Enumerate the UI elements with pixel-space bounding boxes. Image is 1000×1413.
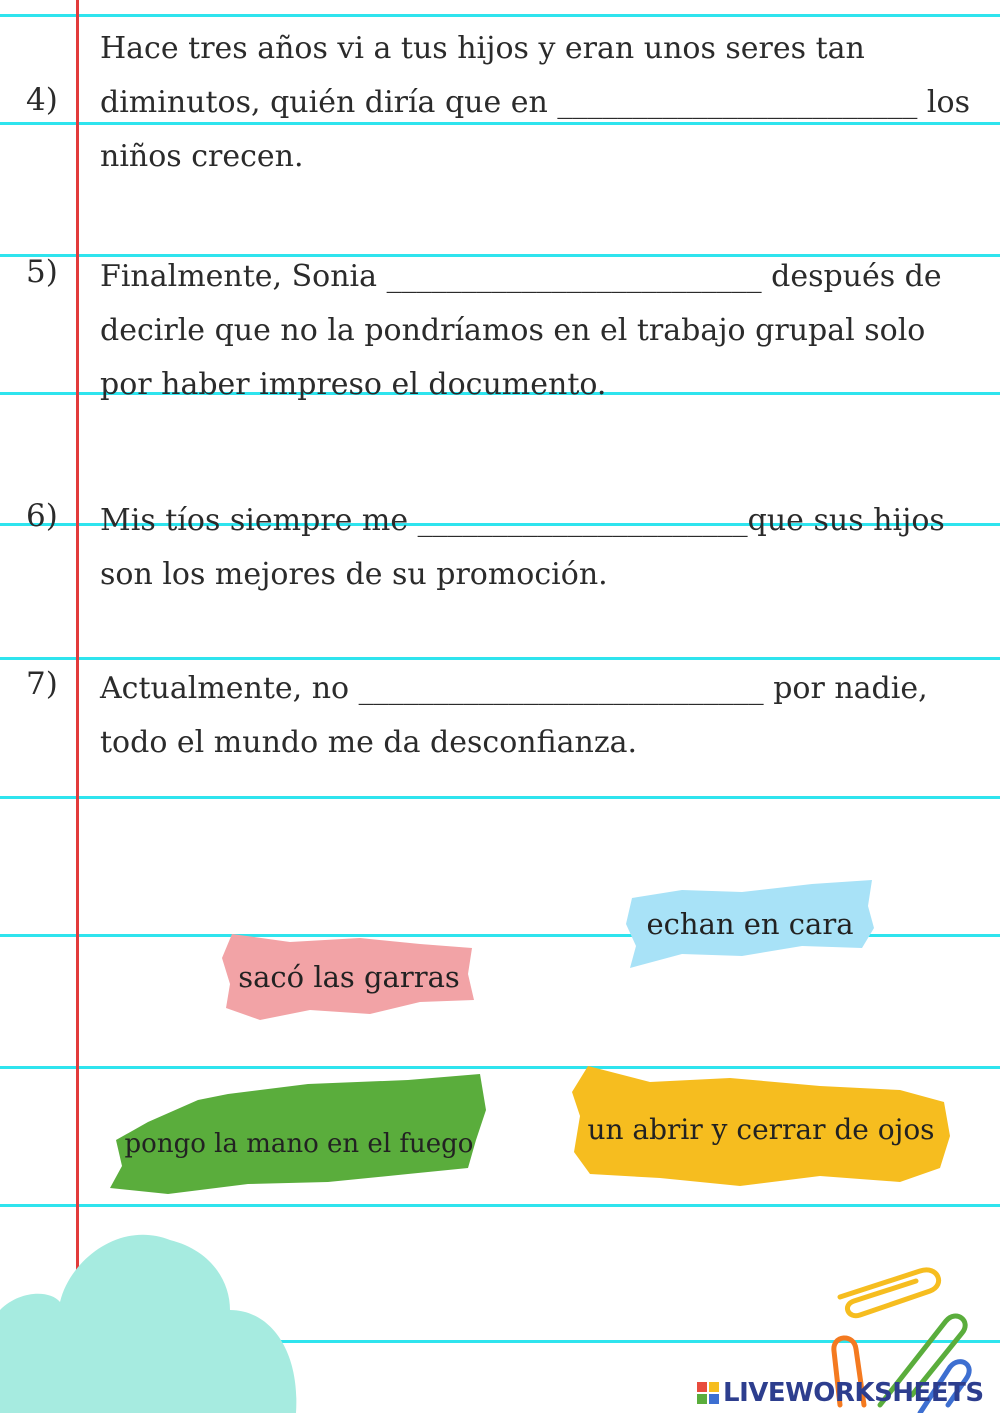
- word-chip-echan-en-cara[interactable]: [622, 876, 878, 972]
- word-chip-pongo-la-mano-en-el-fuego[interactable]: [108, 1070, 490, 1198]
- word-chip-label: sacó las garras: [238, 960, 460, 994]
- liveworksheets-logo: [697, 1378, 984, 1408]
- question-7-text: [100, 662, 970, 770]
- question-4-blank[interactable]: ________________________: [557, 85, 918, 120]
- question-4-number: 4): [26, 82, 58, 118]
- question-5-number: 5): [26, 254, 58, 290]
- ruled-line: [0, 657, 1000, 660]
- question-6-text: [100, 494, 970, 602]
- question-6-number: 6): [26, 498, 58, 534]
- question-5-blank[interactable]: _________________________: [386, 259, 762, 294]
- question-5-text: [100, 250, 970, 412]
- question-7-before: Actualmente, no: [100, 671, 359, 706]
- question-6-before: Mis tíos siempre me: [100, 503, 418, 538]
- question-6-after: que sus hijos son los mejores de su promoción.: [100, 503, 945, 592]
- question-4-text: [100, 22, 970, 184]
- ruled-line: [0, 14, 1000, 17]
- question-6-blank[interactable]: ______________________: [417, 503, 748, 538]
- word-chip-label: echan en cara: [646, 907, 854, 941]
- question-4-after: los niños crecen.: [100, 85, 970, 174]
- word-chip-saco-las-garras[interactable]: [220, 928, 478, 1026]
- cloud-decoration: [0, 1220, 300, 1413]
- question-5-before: Finalmente, Sonia: [100, 259, 387, 294]
- question-7-number: 7): [26, 666, 58, 702]
- word-chip-un-abrir-y-cerrar-de-ojos[interactable]: [570, 1056, 952, 1202]
- question-7-after: por nadie, todo el mundo me da desconfianza.: [100, 671, 928, 760]
- logo-mark-icon: [697, 1382, 719, 1404]
- word-chip-label: un abrir y cerrar de ojos: [587, 1112, 935, 1146]
- brand-name: LIVEWORKSHEETS: [723, 1378, 984, 1408]
- question-7-blank[interactable]: ___________________________: [358, 671, 764, 706]
- margin-line: [76, 0, 79, 1413]
- word-chip-label: pongo la mano en el fuego: [124, 1129, 474, 1159]
- question-5-after: después de decirle que no la pondríamos en el trabajo grupal solo por haber impreso el documento.: [100, 259, 942, 402]
- ruled-line: [0, 796, 1000, 799]
- question-4-before: Hace tres años vi a tus hijos y eran unos seres tan diminutos, quién diría que en: [100, 31, 865, 120]
